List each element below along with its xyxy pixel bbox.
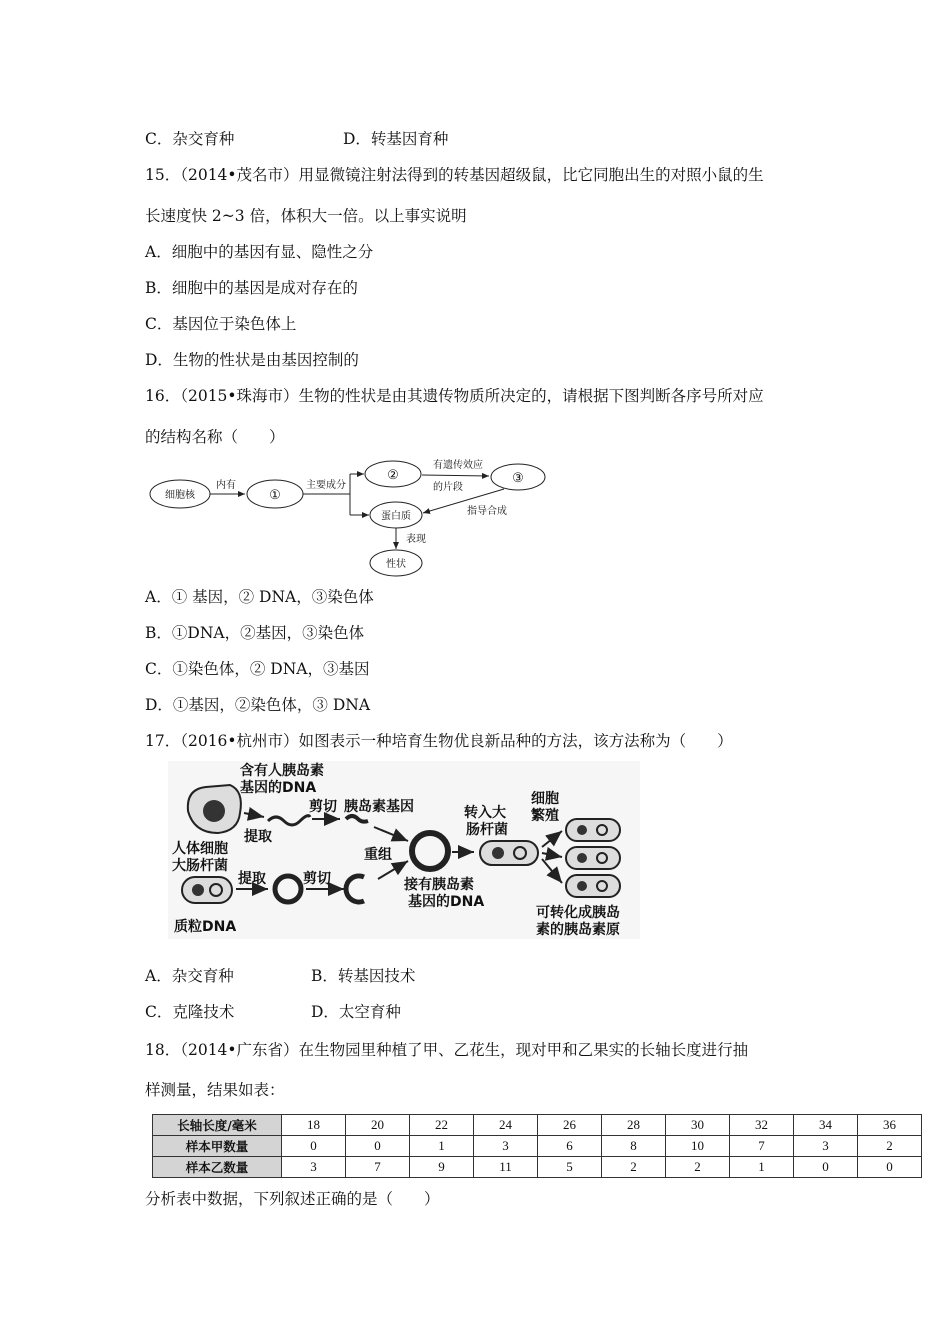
q18-after-table: 分析表中数据，下列叙述正确的是（ ） xyxy=(145,1190,440,1208)
protein-label: 蛋白质 xyxy=(381,511,411,522)
table-cell: 3 xyxy=(794,1136,858,1157)
q15-option-a: A．细胞中的基因有显、隐性之分 xyxy=(145,243,374,261)
table-row xyxy=(153,1157,922,1178)
q15-option-d: D．生物的性状是由基因控制的 xyxy=(145,351,359,369)
table-cell: 9 xyxy=(410,1157,474,1178)
table-cell: 1 xyxy=(410,1136,474,1157)
table-cell: 30 xyxy=(666,1115,730,1136)
table-cell: 3 xyxy=(282,1157,346,1178)
joined-label-2: 基因的DNA xyxy=(408,894,485,910)
express-label: 表现 xyxy=(406,534,426,545)
table-cell: 5 xyxy=(538,1157,602,1178)
table-cell: 8 xyxy=(602,1136,666,1157)
cut-label-top: 剪切 xyxy=(309,799,337,815)
table-cell: 0 xyxy=(794,1157,858,1178)
ecoli-label: 大肠杆菌 xyxy=(172,858,228,874)
result-label-2: 素的胰岛素原 xyxy=(536,922,620,938)
effect-label-1: 有遗传效应 xyxy=(433,460,483,471)
guide-label: 指导合成 xyxy=(467,506,507,517)
q14-option-c: C．杂交育种 xyxy=(145,130,235,148)
divide-label-1: 细胞 xyxy=(531,791,559,807)
table-row xyxy=(153,1115,922,1136)
effect-label-2: 的片段 xyxy=(433,482,463,493)
node-1-label: ① xyxy=(269,488,281,503)
node-3-label: ③ xyxy=(512,471,524,486)
q16-option-a: A．① 基因，② DNA，③染色体 xyxy=(145,588,374,606)
q16-stem-line1: 16．（2015•珠海市）生物的性状是由其遗传物质所决定的，请根据下图判断各序号所对应 xyxy=(145,387,764,405)
table-cell: 0 xyxy=(346,1136,410,1157)
extract-label-top: 提取 xyxy=(244,829,272,845)
gene-label: 胰岛素基因 xyxy=(344,799,414,815)
dna-label-1: 含有人胰岛素 xyxy=(240,763,324,779)
q18-stem-line2: 样测量，结果如表： xyxy=(145,1081,285,1099)
q14-option-d: D．转基因育种 xyxy=(343,130,449,148)
row-header: 样本乙数量 xyxy=(153,1157,282,1178)
table-cell: 7 xyxy=(730,1136,794,1157)
table-cell: 26 xyxy=(538,1115,602,1136)
table-cell: 22 xyxy=(410,1115,474,1136)
table-cell: 10 xyxy=(666,1136,730,1157)
contains-label: 内有 xyxy=(216,480,236,491)
table-cell: 7 xyxy=(346,1157,410,1178)
table-cell: 0 xyxy=(858,1157,922,1178)
table-cell: 24 xyxy=(474,1115,538,1136)
table-cell: 6 xyxy=(538,1136,602,1157)
table-cell: 18 xyxy=(282,1115,346,1136)
main-component-label: 主要成分 xyxy=(306,480,346,491)
table-cell: 32 xyxy=(730,1115,794,1136)
trait-label: 性状 xyxy=(386,559,406,570)
q17-option-d: D．太空育种 xyxy=(311,1003,401,1021)
table-cell: 0 xyxy=(282,1136,346,1157)
human-cell-icon xyxy=(188,785,241,833)
table-cell: 28 xyxy=(602,1115,666,1136)
q15-option-b: B．细胞中的基因是成对存在的 xyxy=(145,279,358,297)
table-cell: 20 xyxy=(346,1115,410,1136)
joined-label-1: 接有胰岛素 xyxy=(404,877,474,893)
dna-label-2: 基因的DNA xyxy=(240,780,317,796)
q18-stem-line1: 18．（2014•广东省）在生物园里种植了甲、乙花生，现对甲和乙果实的长轴长度进行抽 xyxy=(145,1041,749,1059)
transfer-label-2: 肠杆菌 xyxy=(466,822,508,838)
table-cell: 36 xyxy=(858,1115,922,1136)
ecoli-cell-icon xyxy=(182,877,232,903)
human-cell-label: 人体细胞 xyxy=(172,841,228,857)
table-cell: 3 xyxy=(474,1136,538,1157)
q16-option-d: D．①基因，②染色体，③ DNA xyxy=(145,696,371,714)
extract-label-bottom: 提取 xyxy=(238,871,266,887)
transgenic-ecoli-icon xyxy=(480,841,538,865)
q16-option-b: B．①DNA，②基因，③染色体 xyxy=(145,624,365,642)
plasmid-label: 质粒DNA xyxy=(174,919,237,935)
table-cell: 34 xyxy=(794,1115,858,1136)
q17-transgenic-figure xyxy=(168,761,640,939)
node-2-label: ② xyxy=(387,468,399,483)
table-cell: 11 xyxy=(474,1157,538,1178)
reproduced-cells-icon xyxy=(566,819,620,897)
q17-option-a: A．杂交育种 xyxy=(145,967,234,985)
cut-label-bottom: 剪切 xyxy=(303,871,331,887)
recombine-label: 重组 xyxy=(364,847,392,863)
q16-stem-line2: 的结构名称（ ） xyxy=(145,428,285,446)
divide-label-2: 繁殖 xyxy=(531,808,559,824)
q16-option-c: C．①染色体，② DNA，③基因 xyxy=(145,660,370,678)
row-header: 样本甲数量 xyxy=(153,1136,282,1157)
table-cell: 1 xyxy=(730,1157,794,1178)
table-cell: 2 xyxy=(602,1157,666,1178)
q15-stem-line2: 长速度快 2~3 倍，体积大一倍。以上事实说明 xyxy=(145,207,467,225)
row-header: 长轴长度/毫米 xyxy=(153,1115,282,1136)
table-cell: 2 xyxy=(858,1136,922,1157)
table-row xyxy=(153,1136,922,1157)
transfer-label-1: 转入大 xyxy=(464,805,506,821)
nucleus-label: 细胞核 xyxy=(165,490,195,501)
q15-stem-line1: 15．（2014•茂名市）用显微镜注射法得到的转基因超级鼠，比它同胞出生的对照小鼠的生 xyxy=(145,166,764,184)
result-label-1: 可转化成胰岛 xyxy=(536,905,620,921)
q17-option-b: B．转基因技术 xyxy=(311,967,416,985)
q15-option-c: C．基因位于染色体上 xyxy=(145,315,297,333)
table-cell: 2 xyxy=(666,1157,730,1178)
q17-option-c: C．克隆技术 xyxy=(145,1003,235,1021)
peanut-length-table xyxy=(152,1114,922,1178)
q17-stem: 17．（2016•杭州市）如图表示一种培育生物优良新品种的方法，该方法称为（ ） xyxy=(145,732,733,750)
q16-flow-diagram xyxy=(140,458,560,580)
